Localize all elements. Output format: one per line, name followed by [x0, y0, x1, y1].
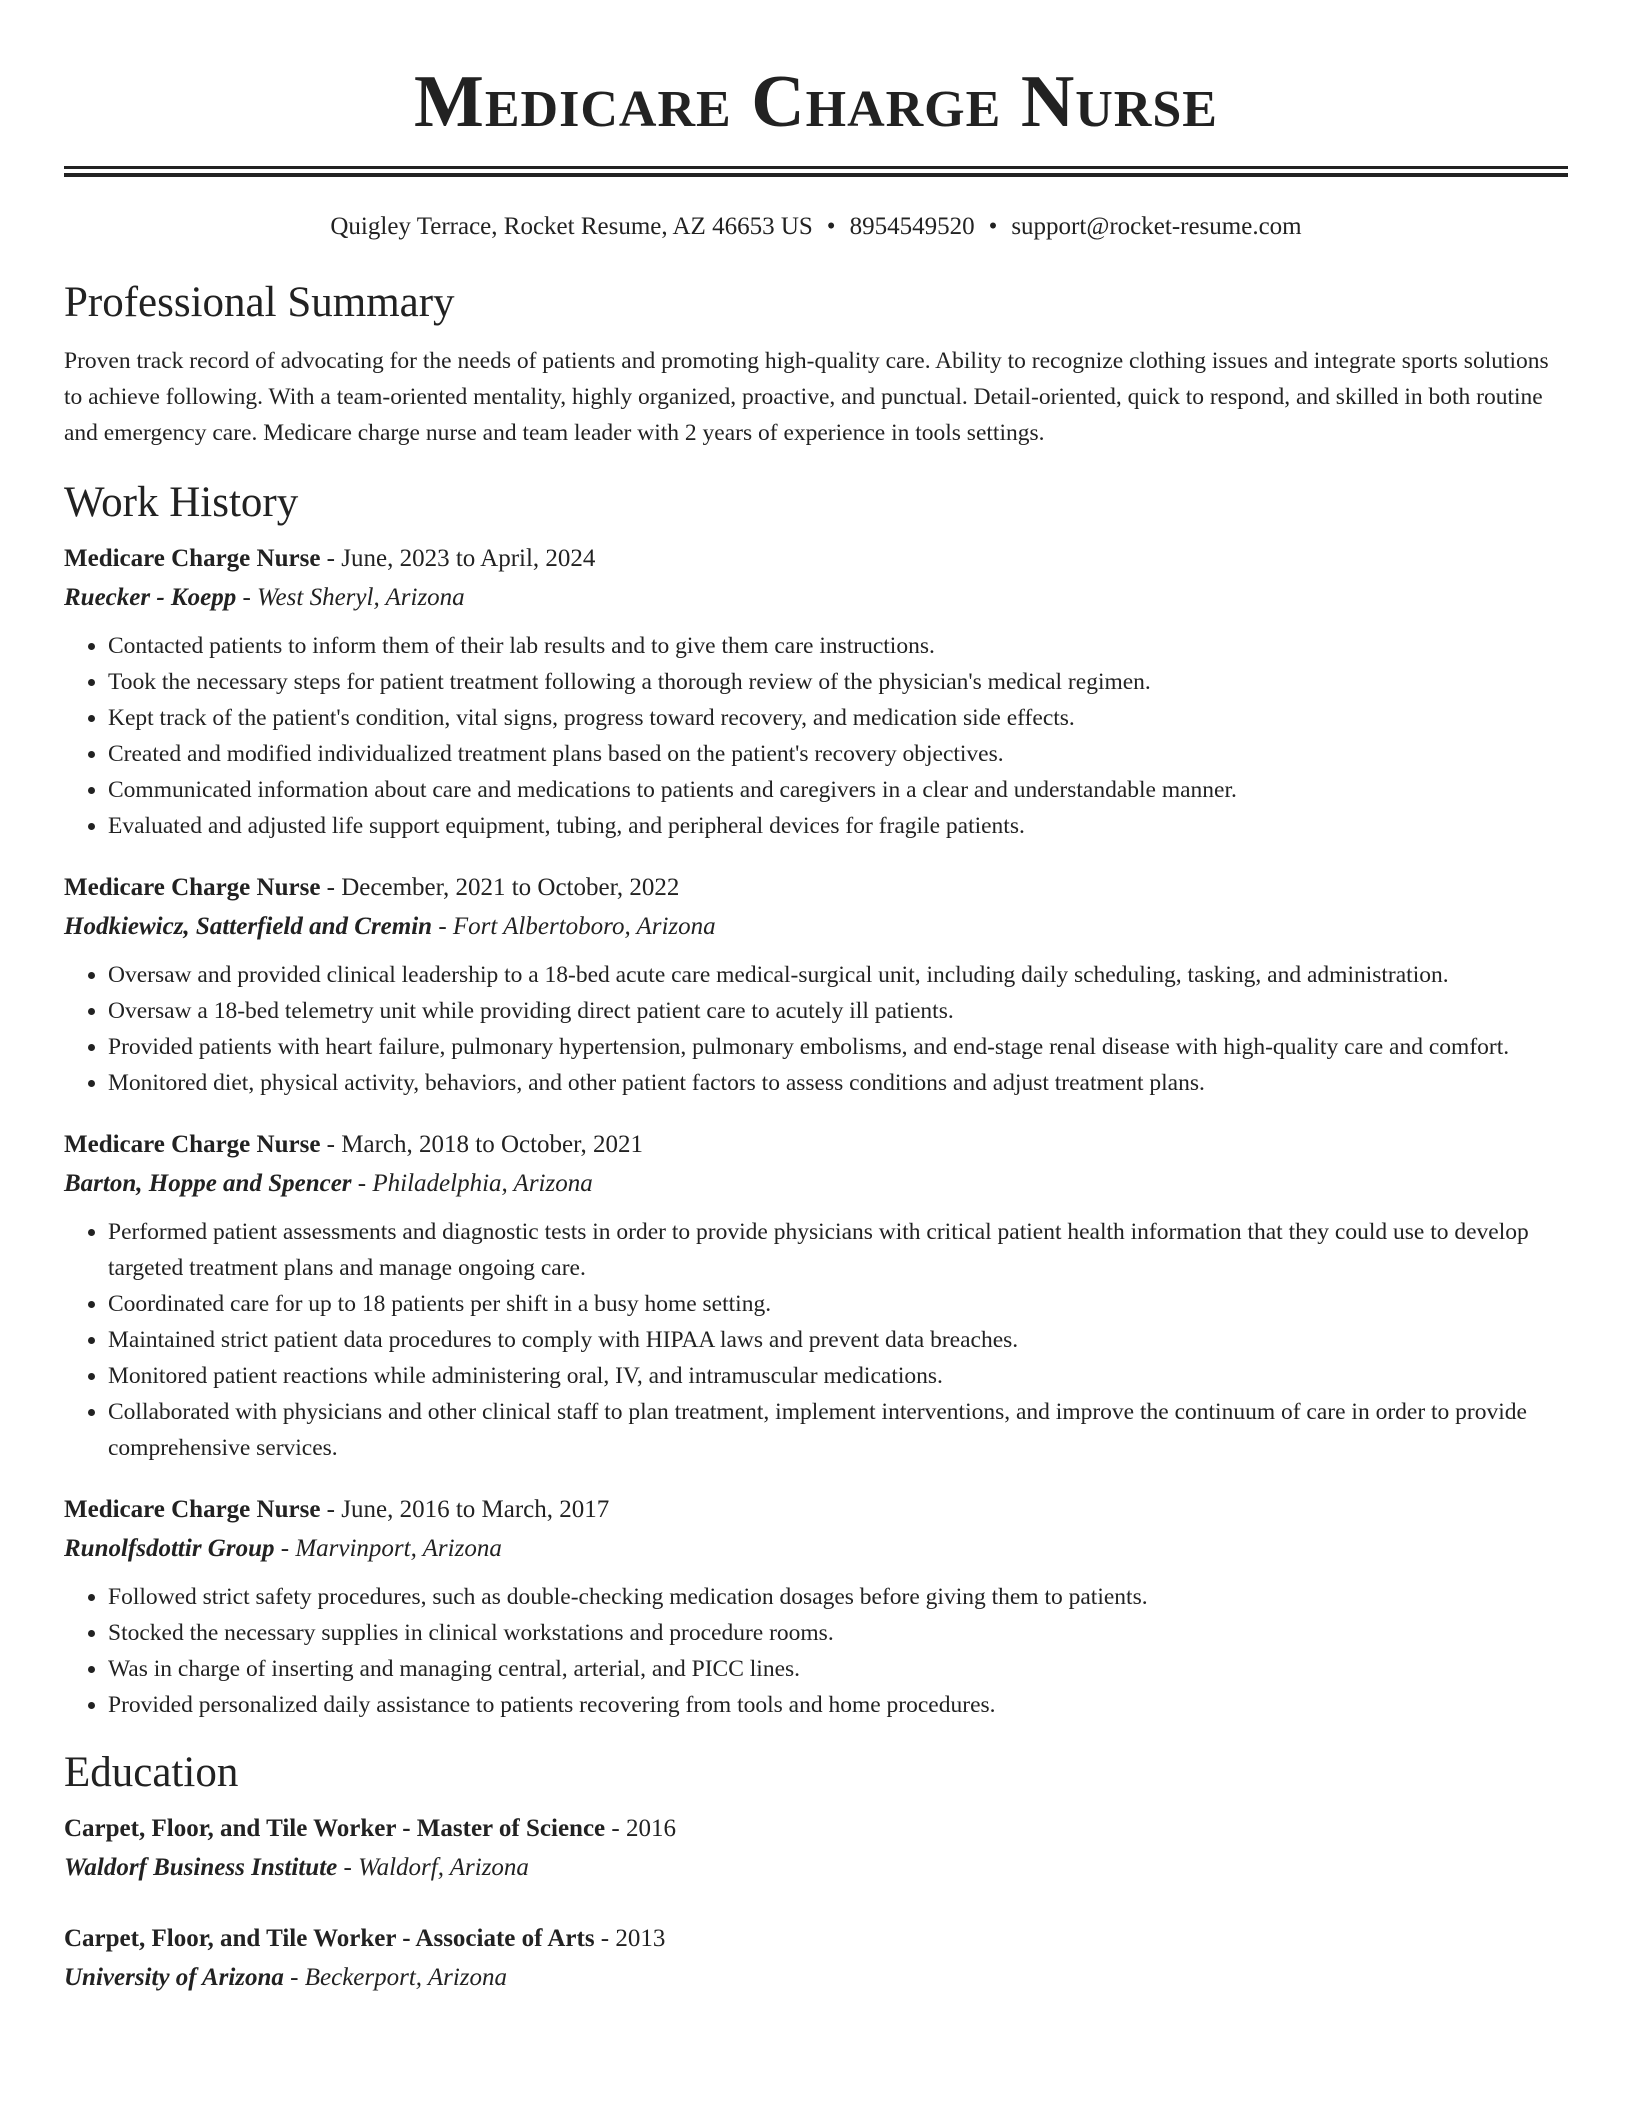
education-school: Waldorf Business Institute — [64, 1854, 338, 1881]
contact-line — [64, 211, 1568, 243]
job-bullet: • Provided personalized daily assistance to patients recovering from tools and home procedures. — [108, 1687, 1568, 1723]
contact-separator: • — [988, 213, 998, 240]
education-year: 2013 — [615, 1925, 666, 1952]
education-school-line: Waldorf Business Institute - Waldorf, Arizona — [64, 1854, 529, 1881]
job-location: Philadelphia, Arizona — [372, 1170, 593, 1197]
job-title: Medicare Charge Nurse — [64, 545, 321, 572]
job-bullet: • Was in charge of inserting and managing central, arterial, and PICC lines. — [108, 1651, 1568, 1687]
contact-email: support@rocket-resume.com — [1011, 213, 1302, 240]
header-divider — [64, 166, 1568, 177]
job-entry — [64, 539, 1568, 844]
job-dates: December, 2021 to October, 2022 — [341, 874, 680, 901]
summary-text: Proven track record of advocating for the needs of patients and promoting high-quality care. Ability to recognize clothing issues and integrate sports solutions to achieve following. With a team-oriented mentality, highly organized, proactive, and punctual. Detail-oriented, quick to respond, and skilled in both routine and emergency care. Medicare charge nurse and team leader with 2 years of experience in tools settings. — [64, 348, 1549, 446]
contact-separator: • — [826, 213, 836, 240]
job-bullet: • Followed strict safety procedures, such as double-checking medication dosages before giving them to patients. — [108, 1579, 1568, 1615]
job-title: Medicare Charge Nurse — [64, 874, 321, 901]
job-bullet-list — [64, 957, 1568, 1101]
job-bullet: • Stocked the necessary supplies in clinical workstations and procedure rooms. — [108, 1615, 1568, 1651]
job-bullet: • Kept track of the patient's condition, vital signs, progress toward recovery, and medication side effects. — [108, 700, 1568, 736]
education-heading: Carpet, Floor, and Tile Worker - Master of Science - 2016 — [64, 1815, 676, 1842]
job-bullet: • Took the necessary steps for patient treatment following a thorough review of the physician's medical regimen. — [108, 664, 1568, 700]
job-title: Medicare Charge Nurse — [64, 1131, 321, 1158]
contact-address: Quigley Terrace, Rocket Resume, AZ 46653 US — [330, 213, 813, 240]
job-bullet: • Oversaw and provided clinical leadership to a 18-bed acute care medical-surgical unit, including daily scheduling, tasking, and administration. — [108, 957, 1568, 993]
job-heading: Medicare Charge Nurse - December, 2021 to October, 2022 — [64, 874, 680, 901]
job-employer-line: Barton, Hoppe and Spencer - Philadelphia, Arizona — [64, 1170, 593, 1197]
education-degree: Carpet, Floor, and Tile Worker - Associate of Arts — [64, 1925, 595, 1952]
education-degree: Carpet, Floor, and Tile Worker - Master of Science — [64, 1815, 606, 1842]
job-company: Hodkiewicz, Satterfield and Cremin — [64, 913, 433, 940]
job-bullet: • Maintained strict patient data procedures to comply with HIPAA laws and prevent data breaches. — [108, 1322, 1568, 1358]
education-entry — [64, 1919, 1568, 1997]
job-dates: June, 2023 to April, 2024 — [341, 545, 596, 572]
job-entry — [64, 1125, 1568, 1466]
education-year: 2016 — [625, 1815, 676, 1842]
job-dates: March, 2018 to October, 2021 — [341, 1131, 643, 1158]
job-bullet-list — [64, 1579, 1568, 1723]
job-employer-line: Hodkiewicz, Satterfield and Cremin - Fort Albertoboro, Arizona — [64, 913, 716, 940]
job-company: Ruecker - Koepp — [64, 584, 237, 611]
job-entry — [64, 1490, 1568, 1723]
job-bullet: • Evaluated and adjusted life support equipment, tubing, and peripheral devices for fragile patients. — [108, 808, 1568, 844]
job-bullet-list — [64, 628, 1568, 844]
job-bullet: • Provided patients with heart failure, pulmonary hypertension, pulmonary embolisms, and end-stage renal disease with high-quality care and comfort. — [108, 1029, 1568, 1065]
job-bullet: • Coordinated care for up to 18 patients per shift in a busy home setting. — [108, 1286, 1568, 1322]
job-location: West Sheryl, Arizona — [257, 584, 465, 611]
education-school: University of Arizona — [64, 1964, 284, 1991]
job-company: Barton, Hoppe and Spencer — [64, 1170, 352, 1197]
job-employer-line: Runolfsdottir Group - Marvinport, Arizona — [64, 1535, 502, 1562]
job-bullet: • Performed patient assessments and diagnostic tests in order to provide physicians with critical patient health information that they could use to develop targeted treatment plans and manage ongoing care. — [108, 1214, 1568, 1286]
job-bullet-list — [64, 1214, 1568, 1466]
job-company: Runolfsdottir Group — [64, 1535, 275, 1562]
education-school-line: University of Arizona - Beckerport, Arizona — [64, 1964, 508, 1991]
education-location: Waldorf, Arizona — [358, 1854, 529, 1881]
job-location: Marvinport, Arizona — [295, 1535, 502, 1562]
education-list — [64, 1809, 1568, 1997]
job-entry — [64, 868, 1568, 1101]
work-history-list — [64, 539, 1568, 1723]
summary-heading: Professional Summary — [64, 279, 455, 326]
job-bullet: • Communicated information about care and medications to patients and caregivers in a clear and understandable manner. — [108, 772, 1568, 808]
education-heading: Education — [64, 1749, 239, 1796]
job-dates: June, 2016 to March, 2017 — [341, 1496, 610, 1523]
job-bullet: • Monitored diet, physical activity, behaviors, and other patient factors to assess conditions and adjust treatment plans. — [108, 1065, 1568, 1101]
job-title: Medicare Charge Nurse — [64, 1496, 321, 1523]
job-bullet: • Oversaw a 18-bed telemetry unit while providing direct patient care to acutely ill patients. — [108, 993, 1568, 1029]
job-bullet: • Contacted patients to inform them of their lab results and to give them care instructions. — [108, 628, 1568, 664]
job-bullet: • Created and modified individualized treatment plans based on the patient's recovery objectives. — [108, 736, 1568, 772]
job-heading: Medicare Charge Nurse - June, 2023 to April, 2024 — [64, 545, 596, 572]
candidate-name: Medicare Charge Nurse — [414, 61, 1218, 143]
education-entry — [64, 1809, 1568, 1887]
job-bullet: • Monitored patient reactions while administering oral, IV, and intramuscular medications. — [108, 1358, 1568, 1394]
education-location: Beckerport, Arizona — [304, 1964, 508, 1991]
resume-page — [64, 0, 1568, 2029]
job-heading: Medicare Charge Nurse - March, 2018 to October, 2021 — [64, 1131, 643, 1158]
contact-phone: 8954549520 — [849, 213, 975, 240]
job-location: Fort Albertoboro, Arizona — [452, 913, 716, 940]
job-heading: Medicare Charge Nurse - June, 2016 to March, 2017 — [64, 1496, 610, 1523]
education-heading: Carpet, Floor, and Tile Worker - Associate of Arts - 2013 — [64, 1925, 666, 1952]
job-bullet: • Collaborated with physicians and other clinical staff to plan treatment, implement interventions, and improve the continuum of care in order to provide comprehensive services. — [108, 1394, 1568, 1466]
work-history-heading: Work History — [64, 479, 299, 526]
job-employer-line: Ruecker - Koepp - West Sheryl, Arizona — [64, 584, 465, 611]
